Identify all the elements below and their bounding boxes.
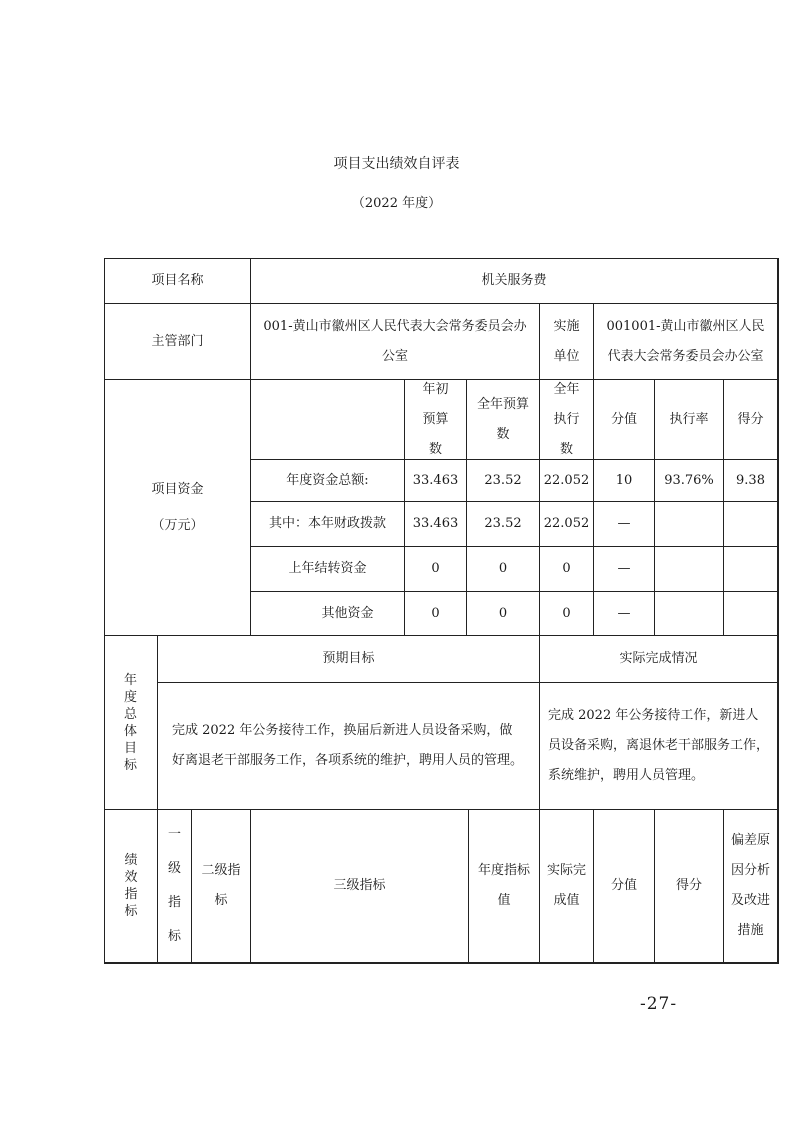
funds-row-rate: 93.76% xyxy=(654,459,724,502)
goals-label xyxy=(104,635,158,810)
funds-row-initial: 33.463 xyxy=(404,501,467,547)
indicator-header-level1-text: 一级指标 xyxy=(167,827,181,944)
indicator-header-actual-value: 实际完成值 xyxy=(539,809,594,963)
project-name-value: 机关服务费 xyxy=(250,258,778,304)
funds-row-label: 其他资金 xyxy=(250,591,405,636)
indicator-header-level3: 三级指标 xyxy=(250,809,469,963)
funds-row-annual: 23.52 xyxy=(466,501,540,547)
page-title: 项目支出绩效自评表 xyxy=(333,156,460,172)
dept-value: 001-黄山市徽州区人民代表大会常务委员会办公室 xyxy=(250,303,540,380)
funds-row-score-value: — xyxy=(593,591,655,636)
page-subtitle: （2022 年度） xyxy=(351,196,442,211)
funds-header-annual: 全年预算数 xyxy=(466,379,540,460)
page-number: -27- xyxy=(640,994,678,1014)
funds-row-exec: 0 xyxy=(539,591,594,636)
funds-header-blank xyxy=(250,379,405,460)
goals-label-text: 年度总体目标 xyxy=(123,672,138,773)
indicators-label xyxy=(104,809,158,963)
funds-row-initial: 0 xyxy=(404,591,467,636)
funds-header-exec-rate: 执行率 xyxy=(654,379,724,460)
funds-row-rate xyxy=(654,501,724,547)
funds-unit-text: （万元） xyxy=(151,517,204,533)
funds-row-score xyxy=(723,546,778,592)
indicator-header-level2: 二级指标 xyxy=(191,809,251,963)
funds-header-exec: 全年执行数 xyxy=(539,379,594,460)
funds-row-exec: 0 xyxy=(539,546,594,592)
indicator-header-annual-target: 年度指标值 xyxy=(468,809,540,963)
funds-header-score-value: 分值 xyxy=(593,379,655,460)
funds-row-score: 9.38 xyxy=(723,459,778,502)
funds-row-annual: 0 xyxy=(466,591,540,636)
funds-row-score-value: — xyxy=(593,546,655,592)
funds-label-text: 项目资金 xyxy=(151,481,204,497)
funds-row-score xyxy=(723,501,778,547)
funds-row-score xyxy=(723,591,778,636)
impl-unit-label: 实施单位 xyxy=(539,303,594,380)
funds-row-rate xyxy=(654,546,724,592)
indicator-header-score-value: 分值 xyxy=(593,809,655,963)
funds-row-annual: 0 xyxy=(466,546,540,592)
dept-label: 主管部门 xyxy=(104,303,251,380)
funds-row-exec: 22.052 xyxy=(539,459,594,502)
funds-row-label: 上年结转资金 xyxy=(250,546,405,592)
funds-row-annual: 23.52 xyxy=(466,459,540,502)
indicator-header-score: 得分 xyxy=(654,809,724,963)
indicators-label-text: 绩效指标 xyxy=(124,853,138,919)
project-name-label: 项目名称 xyxy=(104,258,251,304)
funds-header-initial: 年初预算数 xyxy=(404,379,467,460)
funds-row-label: 年度资金总额: xyxy=(250,459,405,502)
goals-actual-header: 实际完成情况 xyxy=(539,635,778,683)
indicator-header-deviation: 偏差原因分析及改进措施 xyxy=(723,809,778,963)
indicator-header-level1 xyxy=(157,809,192,963)
goals-expected-header: 预期目标 xyxy=(157,635,540,683)
impl-unit-value: 001001-黄山市徽州区人民代表大会常务委员会办公室 xyxy=(593,303,778,380)
funds-row-score-value: 10 xyxy=(593,459,655,502)
funds-row-label: 其中：本年财政拨款 xyxy=(250,501,405,547)
goals-actual-text: 完成 2022 年公务接待工作，新进人员设备采购，离退休老干部服务工作，系统维护，聘用人员管理。 xyxy=(539,682,778,810)
funds-row-exec: 22.052 xyxy=(539,501,594,547)
funds-row-initial: 0 xyxy=(404,546,467,592)
funds-row-rate xyxy=(654,591,724,636)
funds-row-score-value: — xyxy=(593,501,655,547)
goals-expected-text: 完成 2022 年公务接待工作，换届后新进人员设备采购，做好离退老干部服务工作，各项系统的维护，聘用人员的管理。 xyxy=(157,682,540,810)
funds-header-score: 得分 xyxy=(723,379,778,460)
funds-label xyxy=(104,379,251,636)
funds-row-initial: 33.463 xyxy=(404,459,467,502)
